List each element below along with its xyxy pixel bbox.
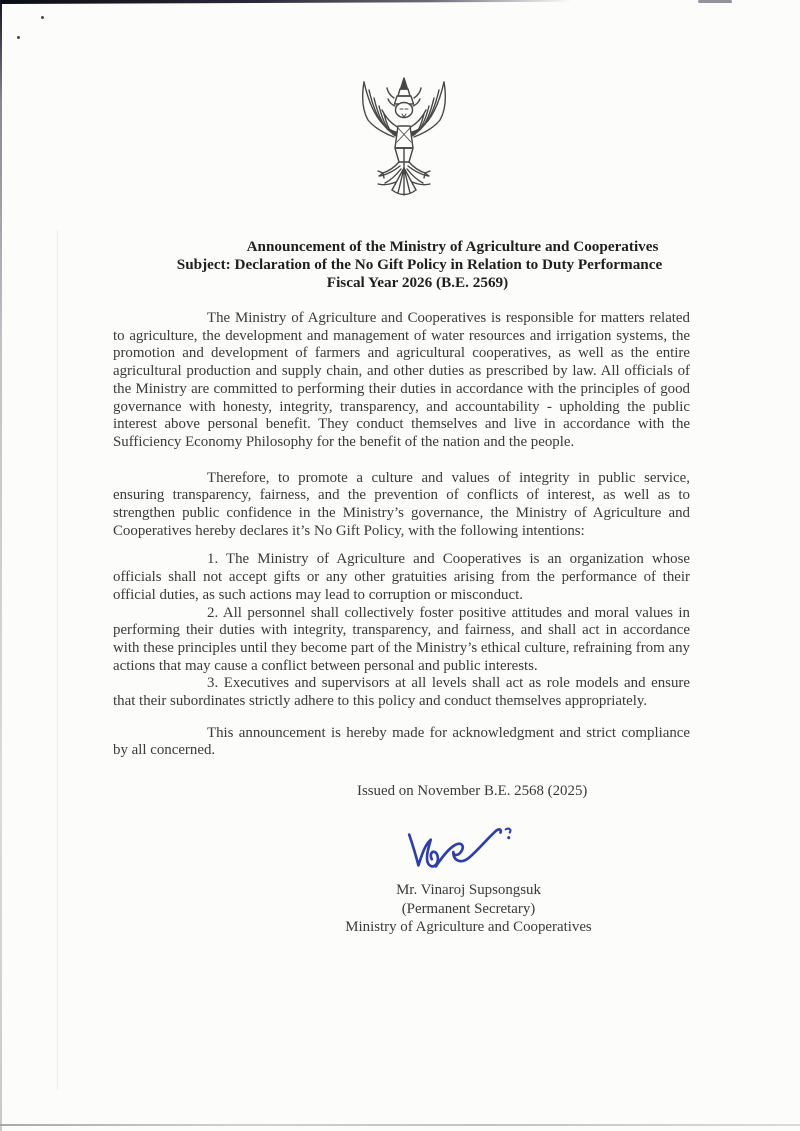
document-title-block <box>113 238 690 292</box>
paragraph-ministry-responsibilities: The Ministry of Agriculture and Cooperatives is responsible for matters related to agriculture, the development and management of water resources and irrigation systems, the promotion and development of farmers and agricultural cooperatives, as well as the entire agricultural production and supply chain, and other duties as prescribed by law. All officials of the Ministry are committed to performing their duties in accordance with the principles of good governance with honesty, integrity, transparency, and accountability - upholding the public interest above personal benefit. They conduct themselves and live in accordance with the Sufficiency Economy Philosophy for the benefit of the nation and the people. <box>113 310 690 450</box>
scan-edge-bottom <box>0 1124 800 1126</box>
signatory-role: (Permanent Secretary) <box>401 900 536 917</box>
signature-ink <box>402 824 520 878</box>
scan-edge-top <box>0 0 572 4</box>
paragraph-policy-declaration: Therefore, to promote a culture and values of integrity in public service, ensuring transparency, fairness, and the prevention of conflicts of interest, as well as to strengthen public confidence in the Ministry’s governance, the Ministry of Agriculture and Cooperatives hereby declares it’s No Gift Policy, with the following intentions: <box>113 469 690 539</box>
title-line-subject: Subject: Declaration of the No Gift Policy in Relation to Duty Performance <box>176 256 663 273</box>
signatory-block <box>180 881 757 937</box>
intention-item-3: 3. Executives and supervisors at all levels shall act as role models and ensure that their subordinates strictly adhere to this policy and conduct themselves appropriately. <box>113 675 690 710</box>
scan-fold-line <box>57 230 58 1090</box>
scan-speck <box>41 16 44 19</box>
scan-edge-top-right <box>698 0 732 3</box>
paragraph-closing: This announcement is hereby made for acknowledgment and strict compliance by all concerned. <box>113 724 690 759</box>
signatory-name: Mr. Vinaroj Supsongsuk <box>396 882 541 898</box>
document-body <box>113 310 690 801</box>
garuda-emblem <box>356 76 452 198</box>
signatory-organization: Ministry of Agriculture and Cooperatives <box>345 919 592 935</box>
title-line-announcement: Announcement of the Ministry of Agriculture and Cooperatives <box>246 238 659 255</box>
issued-date-line: Issued on November B.E. 2568 (2025) <box>357 783 588 800</box>
intention-item-2: 2. All personnel shall collectively foster positive attitudes and moral values in performing their duties with integrity, transparency, and fairness, and shall act in accordance with these principles until they become part of the Ministry’s ethical culture, refraining from any actions that may cause a conflict between personal and public interests. <box>113 604 690 674</box>
title-line-fiscal-year: Fiscal Year 2026 (B.E. 2569) <box>326 274 509 291</box>
scan-speck <box>17 36 20 39</box>
scan-edge-left <box>0 0 2 1131</box>
intention-item-1: 1. The Ministry of Agriculture and Cooperatives is an organization whose officials shall not accept gifts or any other gratuities arising from the performance of their official duties, as such actions may lead to corruption or misconduct. <box>113 551 690 603</box>
